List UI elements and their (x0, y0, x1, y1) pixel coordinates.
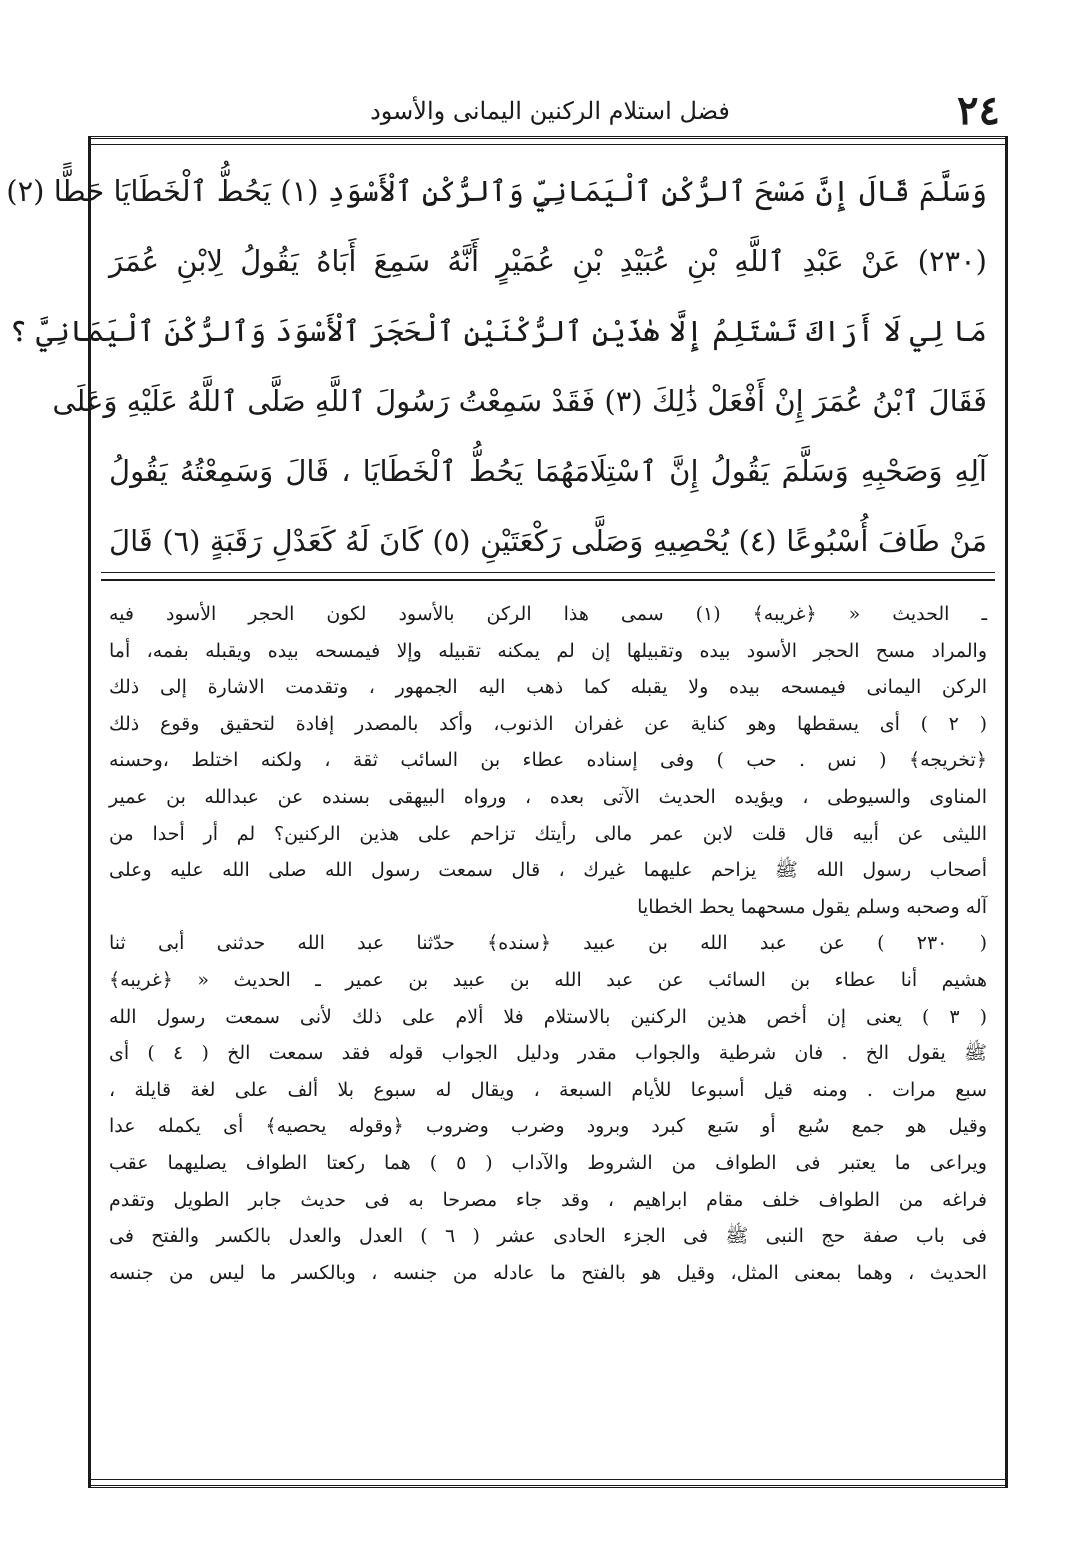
hadith-line: فَقَالَ ٱبْنُ عُمَرَ إِنْ أَفْعَلْ ذَٰلِكَ (٣) فَقَدْ سَمِعْتُ رَسُولَ ٱللَّهِ صَلَّى ٱللَّهُ عَلَيْهِ وَعَلَى (52, 384, 987, 418)
note-line: ويراعى ما يعتبر فى الطواف من الشروط والآداب ( ٥ ) هما ركعتا الطواف يصليهما عقب (109, 1151, 987, 1174)
note-line: الليثى عن أبيه قال قلت لابن عمر مالى رأيتك تزاحم على هذين الركنين؟ لم أر أحدا من (109, 822, 987, 845)
hadith-line: وَسَلَّمَ قَالَ إِنَّ مَسْحَ ٱلرُّكْنِ ٱلْيَمَانِيِّ وَٱلرُّكْنِ ٱلْأَسْوَدِ (١) يَحُطُّ ٱلْخَطَايَا حَطًّا (٢) (6, 174, 987, 208)
note-line: فى باب صفة حج النبى ﷺ فى الجزء الحادى عشر ( ٦ ) العدل والعدل بالكسر والفتح فى (109, 1225, 987, 1248)
note-line: الركن اليمانى فيمسحه بيده ولا يقبله كما ذهب اليه الجمهور ، وتقدمت الاشارة إلى ذلك (109, 676, 987, 699)
commentary-notes (109, 596, 987, 1476)
text-frame (6, 136, 1008, 1488)
note-line: هشيم أنا عطاء بن السائب عن عبد الله بن عبيد بن عمير ـ الحديث « ﴿غريبه﴾ (109, 968, 987, 991)
note-line: ﷺ يقول الخ . فان شرطية والجواب مقدر ودليل الجواب قوله فقد سمعت الخ ( ٤ ) أى (109, 1042, 987, 1065)
hadith-line: (٢٣٠) عَنْ عَبْدِ ٱللَّهِ بْنِ عُبَيْدِ بْنِ عُمَيْرٍ أَنَّهُ سَمِعَ أَبَاهُ يَقُولُ لِابْنِ عُمَرَ (109, 244, 987, 278)
note-line: والمراد مسح الحجر الأسود بيده وتقبيلها إن لم يمكنه تقبيله وإلا فيمسحه بيده ويقبله بفمه، أما (109, 639, 987, 662)
note-line: الحديث ، وهما بمعنى المثل، وقيل هو بالفتح ما عادله من جنسه ، وبالكسر ما ليس من جنسه (109, 1261, 987, 1284)
note-line: فراغه من الطواف خلف مقام ابراهيم ، وقد جاء مصرحا به فى حديث جابر الطويل وتقدم (109, 1188, 987, 1211)
note-line: أصحاب رسول الله ﷺ يزاحم عليهما غيرك ، قال سمعت رسول الله صلى الله عليه وعلى (109, 859, 987, 882)
note-line: آله وصحبه وسلم يقول مسحهما يحط الخطايا (637, 895, 987, 918)
section-divider (101, 572, 995, 581)
running-title: فضل استلام الركنين اليمانى والأسود (370, 97, 730, 125)
note-line: ـ الحديث « ﴿غريبه﴾ (١) سمى هذا الركن بالأسود لكون الحجر الأسود فيه (109, 603, 988, 625)
note-line: المناوى والسيوطى ، ويؤيده الحديث الآتى بعده ، ورواه البيهقى بسنده عن عبدالله بن عمير (109, 785, 987, 808)
note-line: ( ٢٣٠ ) عن عبد الله بن عبيد ﴿سنده﴾ حدّثنا عبد الله حدثنى أبى ثنا (109, 932, 987, 955)
hadith-text (6, 156, 987, 578)
page-number: ٢٤ (957, 87, 1000, 134)
hadith-line: مَا لِي لَا أَرَاكَ تَسْتَلِمُ إِلَّا هٰذَيْنِ ٱلرُّكْنَيْنِ ٱلْحَجَرَ ٱلْأَسْوَدَ وَٱلرُّكْنَ ٱلْيَمَانِيَّ ؟ (9, 314, 987, 348)
note-line: ( ٢ ) أى يسقطها وهو كناية عن غفران الذنوب، وأكد بالمصدر إفادة لتحقيق وقوع ذلك (109, 712, 987, 735)
page-header (100, 88, 1000, 134)
hadith-line: مَنْ طَافَ أُسْبُوعًا (٤) يُحْصِيهِ وَصَلَّى رَكْعَتَيْنِ (٥) كَانَ لَهُ كَعَدْلِ رَقَبَةٍ (٦) قَالَ (109, 524, 987, 558)
note-line: ﴿تخريجه﴾ ( نس . حب ) وفى إسناده عطاء بن السائب ثقة ، ولكنه اختلط ،وحسنه (109, 749, 987, 772)
note-line: وقيل هو جمع سُبع أو سَبع كبرد وبرود وضرب وضروب ﴿وقوله يحصيه﴾ أى يكمله عدا (109, 1115, 987, 1138)
hadith-line: آلِهِ وَصَحْبِهِ وَسَلَّمَ يَقُولُ إِنَّ ٱسْتِلَامَهُمَا يَحُطُّ ٱلْخَطَايَا ، قَالَ وَسَمِعْتُهُ يَقُولُ (109, 454, 987, 488)
note-line: ( ٣ ) يعنى إن أخص هذين الركنين بالاستلام فلا ألام على ذلك لأنى سمعت رسول الله (109, 1005, 987, 1028)
note-line: سبع مرات . ومنه قيل أسبوعا للأيام السبعة ، ويقال له سبوع بلا ألف على لغة قايلة ، (109, 1078, 987, 1101)
